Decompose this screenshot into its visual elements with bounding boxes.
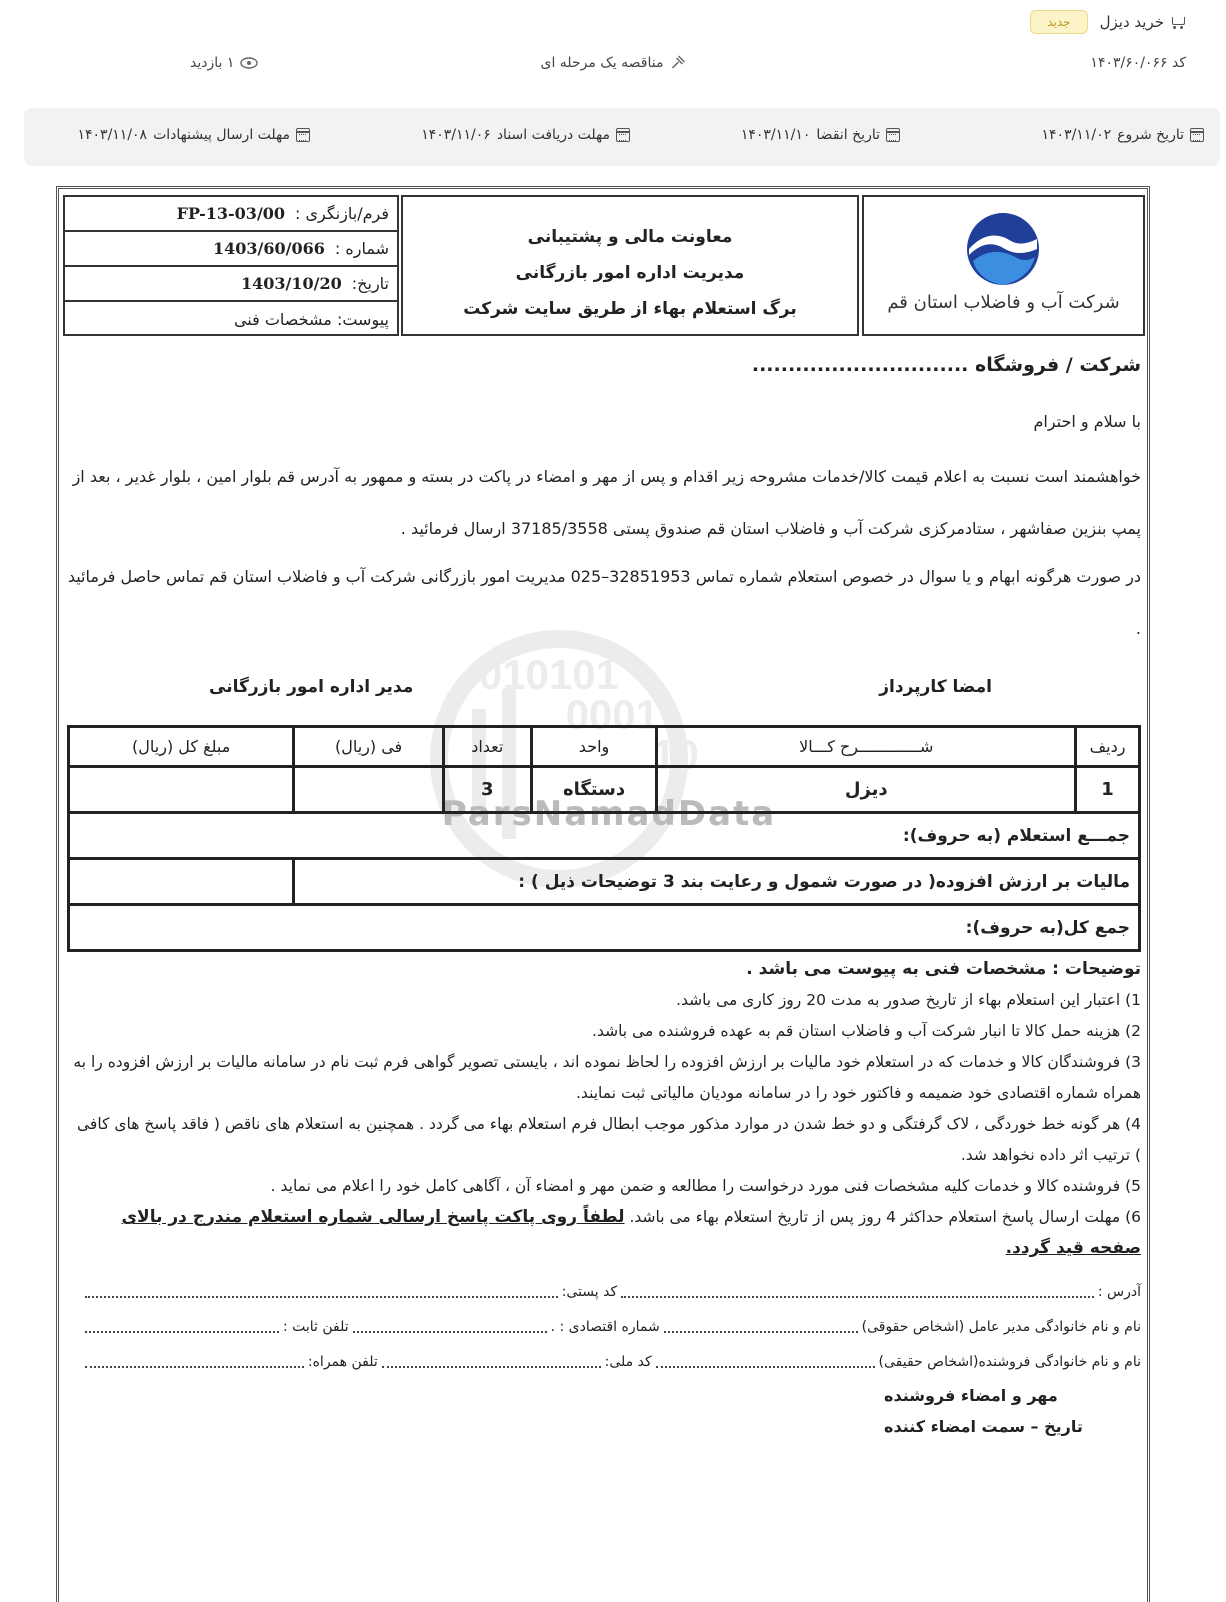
title-box xyxy=(401,195,859,336)
docs-deadline-label: مهلت دریافت اسناد xyxy=(496,127,610,143)
landline-label: تلفن ثابت : xyxy=(282,1319,349,1335)
vat-value xyxy=(69,859,294,905)
date-role-label: تاریخ – سمت امضاء کننده xyxy=(884,1417,1083,1436)
offers-deadline xyxy=(77,127,310,143)
tender-type xyxy=(541,55,686,71)
title-row xyxy=(1030,10,1186,34)
postal-label: کد پستی: xyxy=(561,1284,618,1300)
cart-icon xyxy=(1170,15,1186,29)
calendar-icon xyxy=(886,128,900,142)
note-6-text: 6) مهلت ارسال پاسخ استعلام حداکثر 4 روز پس از تاریخ استعلام بهاء می باشد. xyxy=(629,1208,1141,1226)
sum-words-row xyxy=(69,813,1140,859)
view-count xyxy=(190,55,258,71)
vat-label: مالیات بر ارزش افزوده( در صورت شمول و رعایت بند 3 توضیحات ذیل ) : xyxy=(294,859,1140,905)
expire-date-value: ۱۴۰۳/۱۱/۱۰ xyxy=(740,127,811,143)
note-4: 4) هر گونه خط خوردگی ، لاک گرفتگی و دو خط شدن در موارد مذکور موجب ابطال فرم استعلام بهاء می گردد . همچنین به استعلام های ناقص ( فاقد پاسخ های کافی ) ترتیب اثر داده نخواهد شد. xyxy=(76,1115,1141,1164)
address-line xyxy=(85,1284,1141,1300)
company-box xyxy=(862,195,1145,336)
company-name: شرکت آب و فاضلاب استان قم xyxy=(887,292,1120,313)
table-header-row xyxy=(69,727,1140,767)
date-value: 1403/10/20 xyxy=(241,274,342,293)
number-label: شماره : xyxy=(334,239,389,258)
tender-type-text: مناقصه یک مرحله ای xyxy=(540,55,664,71)
new-badge: جدید xyxy=(1030,10,1087,34)
hammer-icon xyxy=(669,55,685,71)
start-date-label: تاریخ شروع xyxy=(1117,127,1184,143)
note-6 xyxy=(69,1202,1141,1264)
col-index: ردیف xyxy=(1076,727,1140,767)
department-line-1: معاونت مالی و پشتیبانی xyxy=(527,227,733,247)
offers-deadline-label: مهلت ارسال پیشنهادات xyxy=(153,127,290,143)
contact-paragraph: در صورت هرگونه ابهام و یا سوال در خصوص استعلام شماره تماس 32851953–025 مدیریت امور بازرگانی شرکت آب و فاضلاب استان قم تماس حاصل فرمائید . xyxy=(67,567,1141,638)
note-5: 5) فروشنده کالا و خدمات کلیه مشخصات فنی مورد درخواست را مطالعه و ضمن مهر و امضاء آن ، آگاهی کامل خود را اعلام می نماید . xyxy=(270,1177,1141,1195)
greeting: با سلام و احترام xyxy=(1033,412,1141,431)
notes-heading: توضیحات : مشخصات فنی به پیوست می باشد . xyxy=(746,959,1141,979)
address-label: آدرس : xyxy=(1097,1284,1141,1300)
row-unit-price xyxy=(294,767,444,813)
docs-deadline xyxy=(421,127,630,143)
seller-field xyxy=(656,1354,875,1368)
calendar-icon xyxy=(616,128,630,142)
col-total: مبلغ کل (ریال) xyxy=(69,727,294,767)
seller-line xyxy=(85,1354,1141,1370)
items-table xyxy=(67,725,1141,952)
note-6-emphasis: لطفاً روی پاکت پاسخ ارسالی شماره استعلام مندرج در بالای صفحه قید گردد. xyxy=(121,1207,1141,1258)
col-unit: واحد xyxy=(531,727,657,767)
mobile-field xyxy=(85,1354,304,1368)
sum-words-label: جمـــع استعلام (به حروف): xyxy=(69,813,1140,859)
row-unit: دستگاه xyxy=(531,767,657,813)
svg-text:010101: 010101 xyxy=(478,651,619,698)
dates-bar xyxy=(24,108,1220,166)
postal-field xyxy=(85,1284,558,1298)
address-field xyxy=(621,1284,1094,1298)
tender-title-text: خرید دیزل xyxy=(1099,13,1164,31)
notes-section xyxy=(69,954,1141,1264)
date-label: تاریخ: xyxy=(351,274,389,293)
form-revision-label: فرم/بازنگری : xyxy=(295,204,389,223)
total-words-label: جمع کل(به حروف): xyxy=(69,905,1140,951)
offers-deadline-value: ۱۴۰۳/۱۱/۰۸ xyxy=(77,127,148,143)
col-unit-price: فی (ریال) xyxy=(294,727,444,767)
number-row xyxy=(65,232,397,267)
row-index: 1 xyxy=(1076,767,1140,813)
start-date xyxy=(1042,127,1204,143)
national-field xyxy=(382,1354,601,1368)
view-count-text: ۱ بازدید xyxy=(190,55,235,71)
start-date-value: ۱۴۰۳/۱۱/۰۲ xyxy=(1041,127,1112,143)
inquiry-document xyxy=(56,186,1150,1602)
department-line-2: مدیریت اداره امور بازرگانی xyxy=(515,263,745,283)
row-description: دیزل xyxy=(657,767,1076,813)
number-value: 1403/60/066 xyxy=(212,239,325,258)
attachment-text: پیوست: مشخصات فنی xyxy=(233,310,389,329)
vat-row xyxy=(69,859,1140,905)
form-title: برگ استعلام بهاء از طریق سایت شرکت xyxy=(463,299,797,319)
row-total xyxy=(69,767,294,813)
attachment-row xyxy=(65,302,397,337)
svg-text:10: 10 xyxy=(652,731,699,778)
company-logo-icon xyxy=(959,209,1047,289)
note-2: 2) هزینه حمل کالا تا انبار شرکت آب و فاضلاب استان قم به عهده فروشنده می باشد. xyxy=(592,1022,1141,1040)
ceo-label: نام و نام خانوادگی مدیر عامل (اشخاص حقوقی) xyxy=(861,1319,1141,1335)
total-words-row xyxy=(69,905,1140,951)
calendar-icon xyxy=(296,128,310,142)
form-info-box xyxy=(63,195,399,336)
meta-row xyxy=(40,55,1186,77)
tender-code: کد ۱۴۰۳/۶۰/۰۶۶ xyxy=(1090,55,1186,71)
eye-icon xyxy=(240,57,258,69)
expire-date xyxy=(741,127,900,143)
agent-signature: امضا کارپرداز xyxy=(879,677,992,697)
manager-signature: مدیر اداره امور بازرگانی xyxy=(209,677,414,697)
tender-header xyxy=(0,0,1226,105)
econ-field xyxy=(353,1319,547,1333)
landline-field xyxy=(85,1319,279,1333)
note-1: 1) اعتبار این استعلام بهاء از تاریخ صدور به مدت 20 روز کاری می باشد. xyxy=(676,991,1141,1009)
table-row xyxy=(69,767,1140,813)
form-revision-row xyxy=(65,197,397,232)
seller-label: نام و نام خانوادگی فروشنده(اشخاص حقیقی) xyxy=(878,1354,1141,1370)
calendar-icon xyxy=(1190,128,1204,142)
econ-label: شماره اقتصادی : . xyxy=(550,1319,660,1335)
recipient-line: شرکت / فروشگاه .............................. xyxy=(751,354,1141,376)
mobile-label: تلفن همراه: xyxy=(307,1354,378,1370)
ceo-field xyxy=(664,1319,858,1333)
seller-stamp-label: مهر و امضاء فروشنده xyxy=(884,1386,1058,1405)
col-quantity: تعداد xyxy=(443,727,531,767)
row-quantity: 3 xyxy=(443,767,531,813)
docs-deadline-value: ۱۴۰۳/۱۱/۰۶ xyxy=(421,127,491,143)
note-3: 3) فروشندگان کالا و خدمات که در استعلام خود مالیات بر ارزش افزوده را لحاظ نموده اند ، بایستی تصویر گواهی فرم ثبت نام در سامانه مالیات بر ارزش افزوده را به همراه شماره اقتصادی خود ضمیمه و فاکتور خود را در سامانه مودیان مالیاتی ثبت نمایند. xyxy=(73,1053,1141,1102)
svg-text:0001: 0001 xyxy=(565,691,659,738)
tender-title xyxy=(1100,13,1186,31)
watermark-text: ParsNamadData xyxy=(441,794,777,834)
national-label: کد ملی: xyxy=(604,1354,652,1370)
expire-date-label: تاریخ انقضا xyxy=(816,127,880,143)
form-revision-value: FP-13-03/00 xyxy=(176,204,286,223)
col-description: شـــــــــــــرح کـــالا xyxy=(657,727,1076,767)
ceo-line xyxy=(85,1319,1141,1335)
request-paragraph: خواهشمند است نسبت به اعلام قیمت کالا/خدمات مشروحه زیر اقدام و پس از مهر و امضاء در پاکت در بسته و ممهور به آدرس قم بلوار امین ، بلوار غدیر ، بعد از پمپ بنزین صفاشهر ، ستادمرکزی شرکت آب و فاضلاب استان قم صندوق پستی 37185/3558 ارسال فرمائید . xyxy=(72,467,1141,538)
date-row xyxy=(65,267,397,302)
